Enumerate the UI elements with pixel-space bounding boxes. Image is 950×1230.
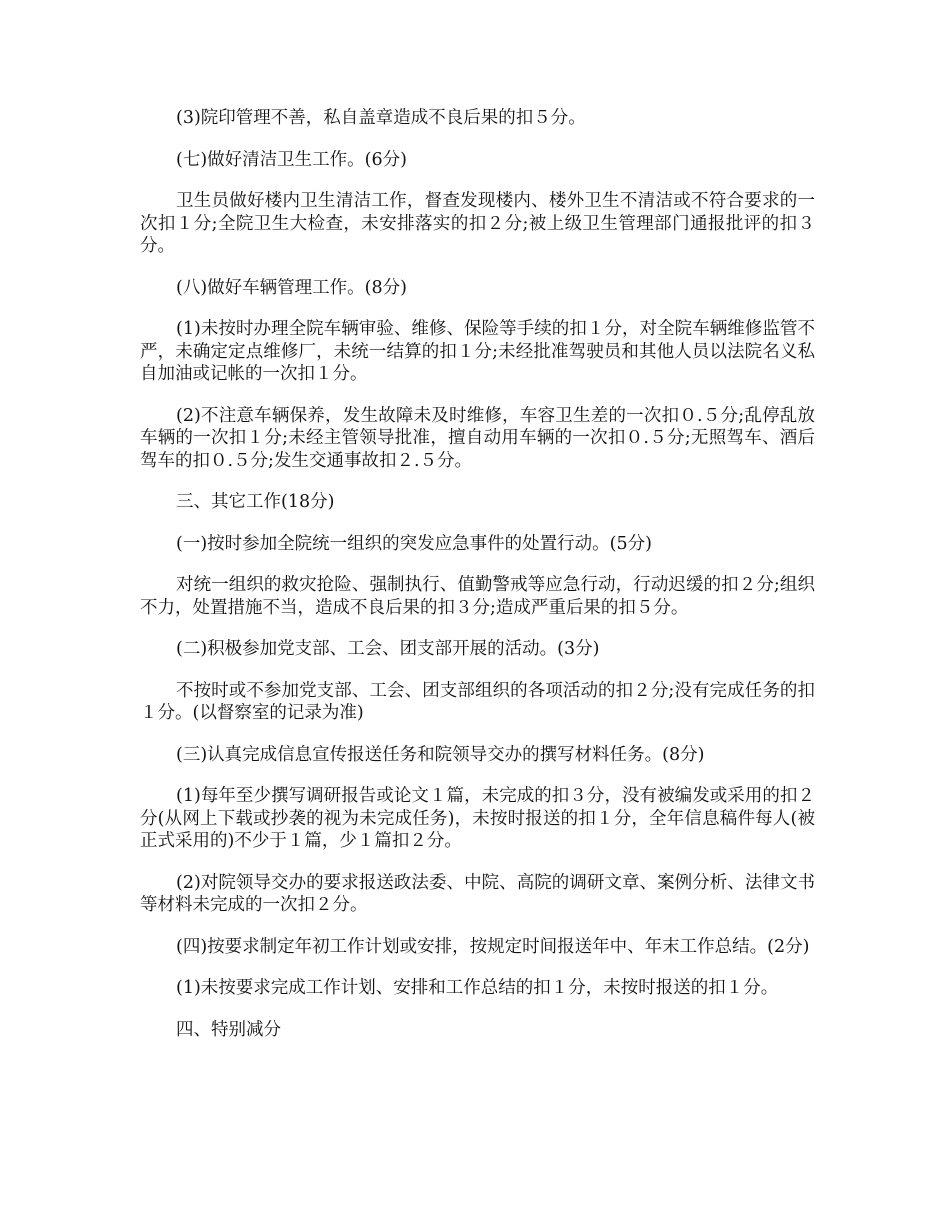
paragraph-plan-rule-1: (1)未按要求完成工作计划、安排和工作总结的扣１分，未按时报送的扣１分。 — [176, 978, 779, 998]
paragraph-vehicle-rule-2: (2)不注意车辆保养，发生故障未及时维修，车容卫生差的一次扣０.５分;乱停乱放车辆的一次扣１分;未经主管领导批准，擅自动用车辆的一次扣０.５分;无照驾车、酒后驾车的扣０.５分;发生交通事故扣２.５分。 — [140, 405, 815, 471]
paragraph-vehicle-rule-1: (1)未按时办理全院车辆审验、维修、保险等手续的扣１分，对全院车辆维修监管不严，未确定定点维修厂，未统一结算的扣１分;未经批准驾驶员和其他人员以法院名义私自加油或记帐的一次扣１分。 — [140, 319, 815, 384]
paragraph-activity-rules: 不按时或不参加党支部、工会、团支部组织的各项活动的扣２分;没有完成任务的扣１分。(以督察室的记录为准) — [140, 680, 815, 723]
paragraph-emergency-rules: 对统一组织的救灾抢险、强制执行、值勤警戒等应急行动，行动迟缓的扣２分;组织不力，处置措施不当，造成不良后果的扣３分;造成严重后果的扣５分。 — [140, 575, 815, 618]
heading-other-work: 三、其它工作(18分) — [176, 492, 335, 512]
paragraph-seal-management: (3)院印管理不善，私自盖章造成不良后果的扣５分。 — [176, 108, 586, 128]
heading-party-activities: (二)积极参加党支部、工会、团支部开展的活动。(3分) — [176, 639, 600, 659]
paragraph-reporting-rule-1: (1)每年至少撰写调研报告或论文１篇，未完成的扣３分，没有被编发或采用的扣２分(从网上下载或抄袭的视为未完成任务)，未按时报送的扣１分，全年信息稿件每人(被正式采用的)不少于１篇，少１篇扣２分。 — [140, 786, 815, 851]
paragraph-reporting-rule-2: (2)对院领导交办的要求报送政法委、中院、高院的调研文章、案例分析、法律文书等材料未完成的一次扣２分。 — [140, 872, 815, 915]
paragraph-cleaning-rules: 卫生员做好楼内卫生清洁工作，督查发现楼内、楼外卫生不清洁或不符合要求的一次扣１分;全院卫生大检查，未安排落实的扣２分;被上级卫生管理部门通报批评的扣３分。 — [140, 191, 815, 256]
heading-special-deductions: 四、特别减分 — [176, 1019, 281, 1040]
heading-vehicle-management: (八)做好车辆管理工作。(8分) — [176, 277, 407, 298]
heading-work-plans: (四)按要求制定年初工作计划或安排，按规定时间报送年中、年末工作总结。(2分) — [176, 936, 810, 957]
heading-information-reporting: (三)认真完成信息宣传报送任务和院领导交办的撰写材料任务。(8分) — [176, 744, 705, 765]
heading-emergency-response: (一)按时参加全院统一组织的突发应急事件的处置行动。(5分) — [176, 533, 652, 554]
heading-cleaning-work: (七)做好清洁卫生工作。(6分) — [176, 149, 407, 170]
document-body — [140, 107, 815, 1060]
